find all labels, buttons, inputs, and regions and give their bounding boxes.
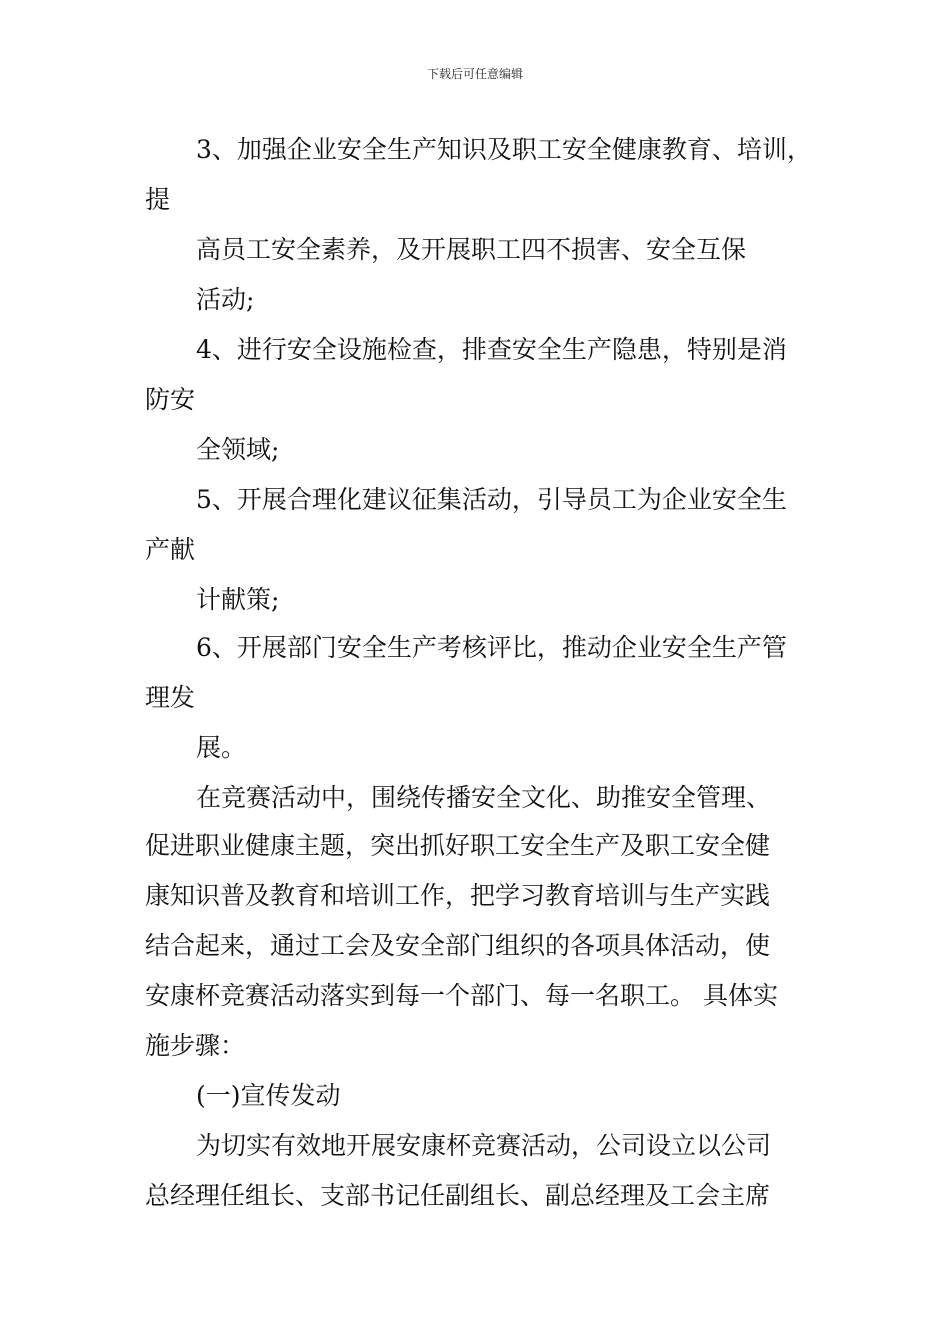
page-header: 下载后可任意编辑: [426, 67, 523, 81]
text-line: 总经理任组长、支部书记任副组长、副总经理及工会主席: [145, 1181, 771, 1210]
text-line: 为切实有效地开展安康杯竞赛活动，公司设立以公司: [196, 1131, 772, 1160]
text-line: 4、进行安全设施检查，排查安全生产隐患，特别是消: [196, 335, 787, 364]
text-line: 6、开展部门安全生产考核评比，推动企业安全生产管: [196, 633, 787, 662]
text-line: 促进职业健康主题，突出抓好职工安全生产及职工安全健: [145, 831, 771, 860]
text-line: 防安: [145, 385, 196, 414]
text-line: 高员工安全素养，及开展职工四不损害、安全互保: [196, 235, 747, 264]
text-line: 结合起来，通过工会及安全部门组织的各项具体活动，使: [145, 931, 771, 960]
text-line: 全领域;: [196, 435, 280, 464]
text-line: 施步骤：: [145, 1031, 246, 1060]
text-line: 5、开展合理化建议征集活动，引导员工为企业安全生: [196, 485, 787, 514]
text-line: 计献策;: [196, 585, 280, 614]
text-line: 展。: [196, 733, 247, 762]
text-line: 提: [145, 185, 171, 214]
text-line: 理发: [145, 683, 196, 712]
text-line: (一)宣传发动: [196, 1081, 341, 1110]
text-line: 3、加强企业安全生产知识及职工安全健康教育、培训，: [196, 135, 812, 164]
text-line: 活动;: [196, 285, 255, 314]
text-line: 康知识普及教育和培训工作，把学习教育培训与生产实践: [145, 881, 771, 910]
text-line: 在竞赛活动中，围绕传播安全文化、助推安全管理、: [196, 783, 772, 812]
text-line: 安康杯竞赛活动落实到每一个部门、每一名职工。 具体实: [145, 981, 778, 1010]
text-line: 产献: [145, 535, 196, 564]
